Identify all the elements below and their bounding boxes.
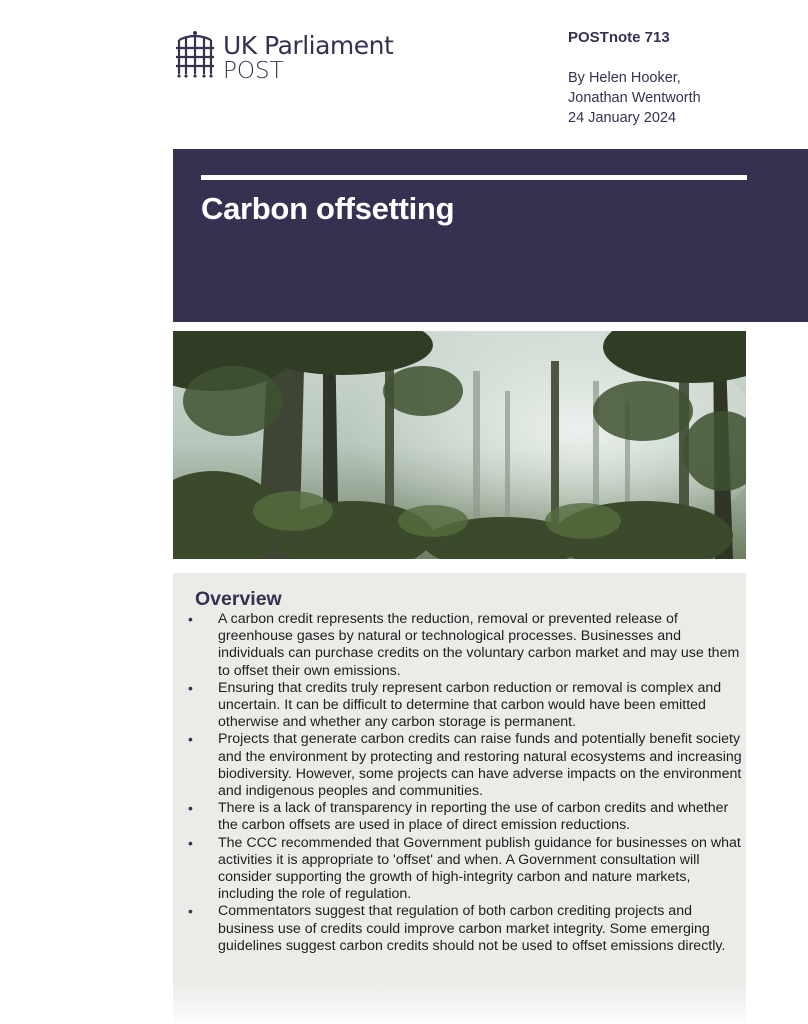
bullet-icon: •: [188, 834, 193, 851]
portcullis-icon: [173, 30, 217, 78]
bullet-text: A carbon credit represents the reduction, removal or prevented release of greenhouse gases by natural or technological processes. Businesses and individuals can purchase credits on the voluntary carbon market and may use them to offset their own emissions.: [218, 611, 740, 679]
banner-rule: [201, 175, 747, 180]
logo-line-1: UK Parliament: [223, 31, 394, 60]
postnote-number: POSTnote 713: [568, 29, 670, 46]
author-line-2: Jonathan Wentworth: [568, 90, 701, 106]
bullet-icon: •: [188, 731, 193, 748]
forest-hero-image: [173, 331, 746, 559]
list-item: [187, 835, 742, 904]
bullet-text: The CCC recommended that Government publish guidance for businesses on what activities it is appropriate to 'offset' and when. A Government consultation will consider supporting the growth of high-integrity carbon and nature markets, including the role of regulation.: [218, 834, 741, 903]
title-banner: [173, 149, 808, 322]
uk-parliament-logo: [173, 30, 403, 82]
publication-date: 24 January 2024: [568, 110, 677, 126]
bullet-icon: •: [188, 800, 193, 817]
list-item: [187, 800, 742, 834]
logo-line-2: POST: [223, 58, 284, 84]
overview-bullet-list: [187, 611, 742, 955]
bullet-text: Projects that generate carbon credits can raise funds and potentially benefit society and the environment by protecting and restoring natural ecosystems and increasing biodiversity. However, some projects can have adverse impacts on the environment and indigenous peoples and communities.: [218, 731, 742, 800]
list-item: [187, 903, 742, 955]
bullet-text: There is a lack of transparency in reporting the use of carbon credits and whether the carbon offsets are used in place of direct emission reductions.: [218, 800, 729, 834]
list-item: [187, 611, 742, 680]
authors-block: [568, 68, 701, 128]
overview-heading: Overview: [195, 588, 282, 610]
bottom-fade: [0, 980, 808, 1024]
page-title: Carbon offsetting: [201, 191, 455, 226]
list-item: [187, 680, 742, 732]
bullet-icon: •: [188, 611, 193, 627]
bullet-icon: •: [188, 903, 193, 920]
overview-box: [173, 573, 746, 1024]
bullet-text: Commentators suggest that regulation of both carbon crediting projects and business use of credits could improve carbon market integrity. Some emerging guidelines suggest carbon credits should not be used to offset emissions directly.: [218, 903, 726, 954]
list-item: [187, 731, 742, 800]
author-line-1: By Helen Hooker,: [568, 70, 681, 86]
bullet-icon: •: [188, 679, 193, 696]
bullet-text: Ensuring that credits truly represent carbon reduction or removal is complex and uncertain. It can be difficult to determine that carbon would have been emitted otherwise and whether any carbon storage is permanent.: [218, 679, 722, 731]
